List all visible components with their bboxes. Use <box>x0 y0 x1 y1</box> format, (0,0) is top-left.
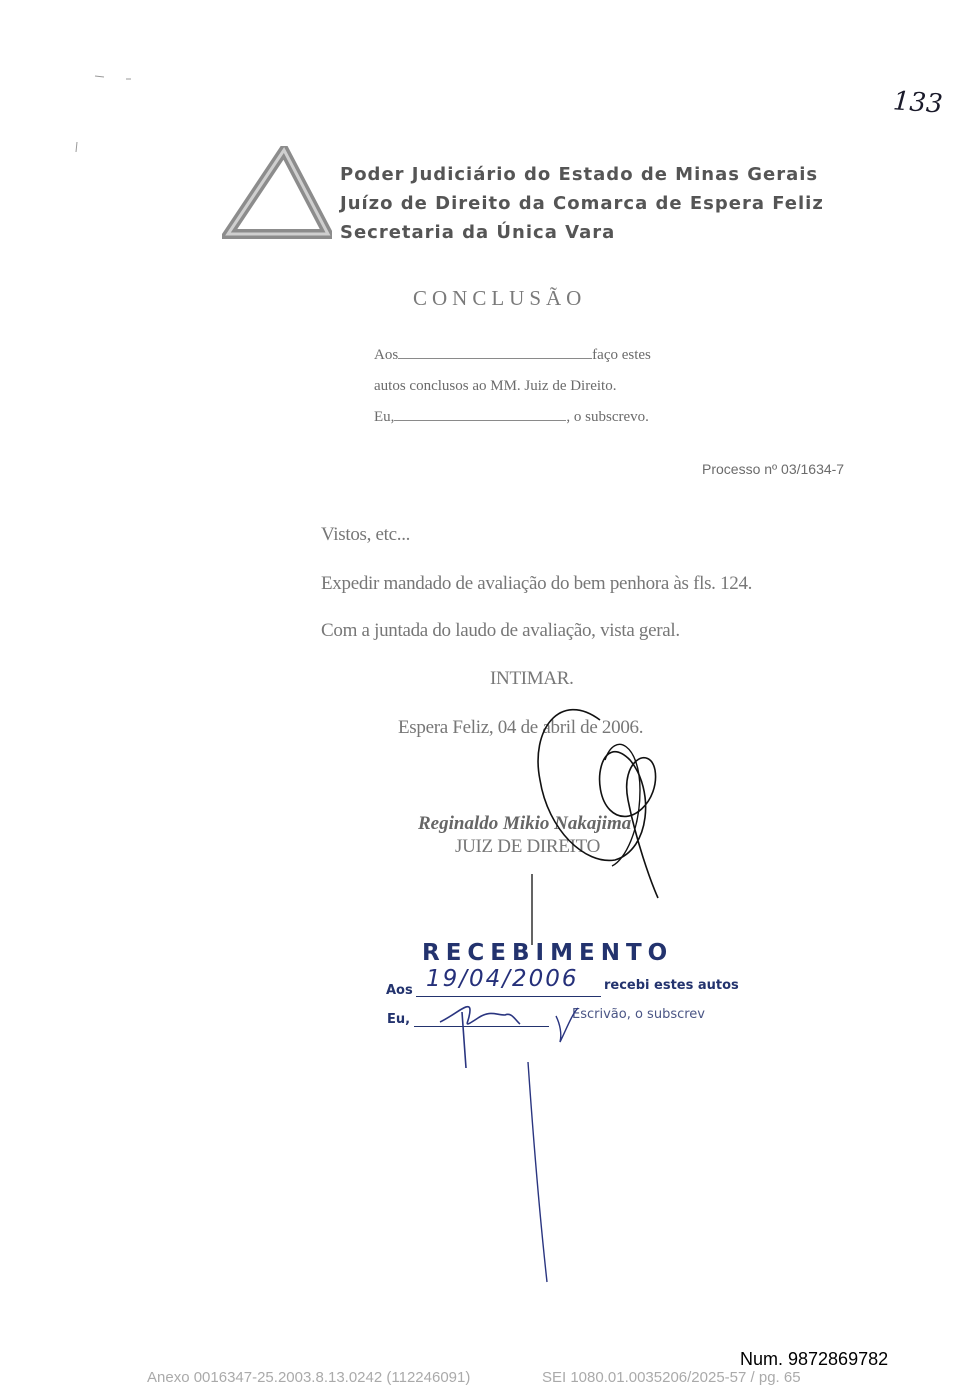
footer-annex: Anexo 0016347-25.2003.8.13.0242 (112246091) <box>147 1369 471 1386</box>
processo-number: Processo nº 03/1634-7 <box>702 461 845 477</box>
conclusao-eu-label: Eu, <box>374 409 395 425</box>
conclusao-line-1 <box>374 340 651 371</box>
stray-mark <box>76 142 77 152</box>
conclusao-title: CONCLUSÃO <box>413 286 587 310</box>
recebimento-aos-label: Aos <box>386 983 413 998</box>
judge-signature-stroke <box>605 744 640 866</box>
conclusao-line-3 <box>374 402 651 433</box>
body-date-line: Espera Feliz, 04 de abril de 2006. <box>398 717 644 738</box>
body-juntada: Com a juntada do laudo de avaliação, vista geral. <box>321 620 680 641</box>
vertical-pen-stroke-lower <box>528 1062 547 1282</box>
conclusao-date-blank <box>398 346 592 359</box>
recebimento-line2-suffix: Escrivão, o subscrev <box>572 1007 705 1022</box>
court-header <box>340 160 824 247</box>
conclusao-line3-suffix: , o subscrevo. <box>566 409 649 425</box>
body-intimar: INTIMAR. <box>490 668 574 689</box>
conclusao-body <box>374 340 651 433</box>
conclusao-line-2: autos conclusos ao MM. Juiz de Direito. <box>374 378 617 394</box>
recebimento-line1-suffix: recebi estes autos <box>604 978 739 993</box>
recebimento-handwritten-date: 19/04/2006 <box>426 966 579 992</box>
judge-title: JUIZ DE DIREITO <box>455 836 601 857</box>
conclusao-line1-suffix: faço estes <box>592 347 651 363</box>
footer-sei-reference: SEI 1080.01.0035206/2025-57 / pg. 65 <box>542 1369 801 1386</box>
header-line-2: Juízo de Direito da Comarca de Espera Feliz <box>340 193 824 214</box>
footer-document-number: Num. 9872869782 <box>740 1349 889 1369</box>
court-triangle-logo <box>222 146 332 242</box>
header-line-1: Poder Judiciário do Estado de Minas Gerais <box>340 164 819 185</box>
body-expedir: Expedir mandado de avaliação do bem penhora às fls. 124. <box>321 573 753 594</box>
stray-mark <box>95 76 131 79</box>
judge-name: Reginaldo Mikio Nakajima <box>418 813 632 834</box>
clerk-signature <box>440 1007 520 1068</box>
conclusao-signature-blank <box>394 408 566 421</box>
body-vistos: Vistos, etc... <box>321 524 411 545</box>
conclusao-aos-label: Aos <box>374 347 399 363</box>
recebimento-date-line <box>416 996 601 997</box>
header-line-3: Secretaria da Única Vara <box>340 222 616 243</box>
recebimento-eu-label: Eu, <box>387 1012 411 1027</box>
handwritten-page-number: 133 <box>892 86 944 120</box>
recebimento-title: RECEBIMENTO <box>422 940 674 966</box>
recebimento-signature-line <box>414 1026 549 1027</box>
